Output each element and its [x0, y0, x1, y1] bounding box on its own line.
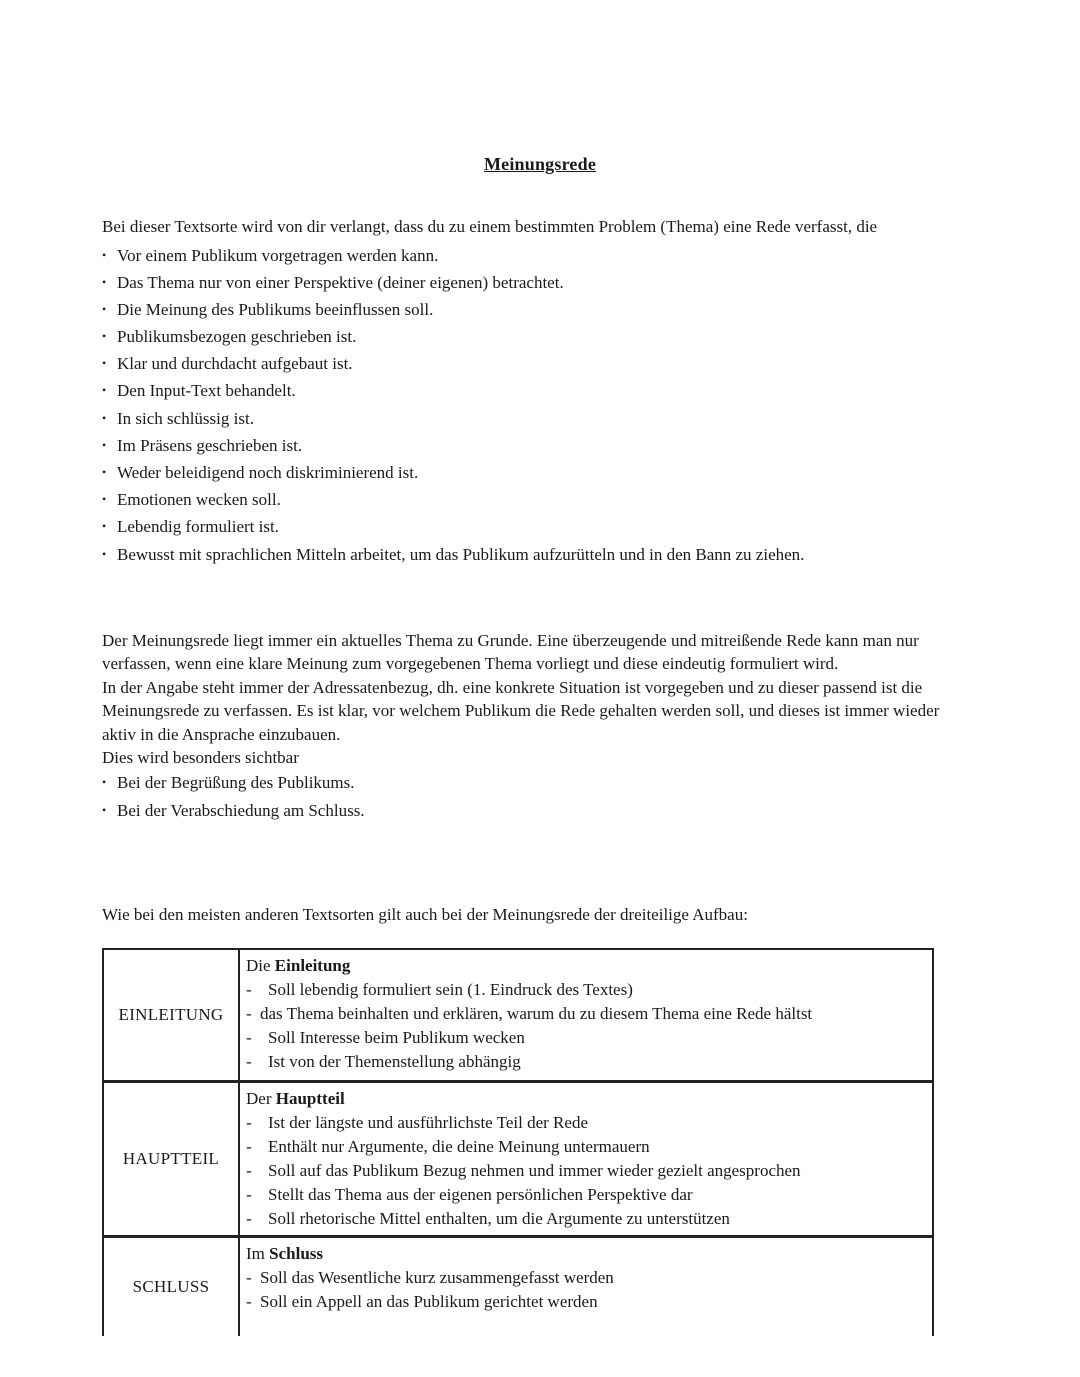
list-item: • Bei der Begrüßung des Publikums.	[102, 773, 355, 793]
list-item: - Soll ein Appell an das Publikum gerichtet werden	[246, 1291, 598, 1311]
intro-section	[102, 215, 942, 568]
list-item: • In sich schlüssig ist.	[102, 408, 254, 428]
row-content	[239, 1236, 933, 1336]
list-item: - Soll Interesse beim Publikum wecken	[246, 1028, 525, 1047]
list-item: - Stellt das Thema aus der eigenen persönlichen Perspektive dar	[246, 1184, 693, 1204]
list-item: • Im Präsens geschrieben ist.	[102, 435, 303, 455]
table-row	[103, 1236, 933, 1336]
list-item: • Weder beleidigend noch diskriminierend ist.	[102, 463, 419, 482]
row-heading: Im Schluss	[246, 1243, 324, 1263]
context-paragraph-2: In der Angabe steht immer der Adressatenbezug, dh. eine konkrete Situation ist vorgegeben und zu dieser passend ist die Meinungsrede zu verfassen. Es ist klar, vor welchem Publikum die Rede gehalten werden soll, und dieses ist immer wieder aktiv in die Ansprache einzubauen.	[102, 677, 940, 744]
row-label: HAUPTTEIL	[103, 1081, 239, 1236]
table-row	[103, 949, 933, 1081]
row-list	[246, 1111, 926, 1231]
list-item: • Den Input-Text behandelt.	[102, 381, 296, 401]
row-label: EINLEITUNG	[103, 949, 239, 1081]
list-item: • Publikumsbezogen geschrieben ist.	[102, 327, 357, 347]
row-heading: Der Hauptteil	[246, 1088, 345, 1108]
list-item: - Ist der längste und ausführlichste Teil der Rede	[246, 1112, 588, 1132]
row-label: SCHLUSS	[103, 1236, 239, 1336]
context-paragraph-1: Der Meinungsrede liegt immer ein aktuelles Thema zu Grunde. Eine überzeugende und mitreißende Rede kann man nur verfassen, wenn eine klare Meinung zum vorgegebenen Thema vorliegt und diese eindeutig formuliert wird.	[102, 631, 919, 674]
context-paragraph-3: Dies wird besonders sichtbar	[102, 748, 299, 768]
list-item: - Ist von der Themenstellung abhängig	[246, 1052, 521, 1071]
row-content	[239, 1081, 933, 1236]
list-item: • Bewusst mit sprachlichen Mitteln arbeitet, um das Publikum aufzurütteln und in den Bann zu ziehen.	[102, 544, 805, 564]
list-item: • Die Meinung des Publikums beeinflussen soll.	[102, 299, 434, 319]
list-item: • Klar und durchdacht aufgebaut ist.	[102, 354, 353, 374]
list-item: • Lebendig formuliert ist.	[102, 517, 279, 537]
intro-bullet-list	[102, 242, 942, 568]
list-item: - Soll das Wesentliche kurz zusammengefasst werden	[246, 1267, 614, 1287]
context-bullet-list	[102, 769, 962, 823]
structure-lead: Wie bei den meisten anderen Textsorten gilt auch bei der Meinungsrede der dreiteilige Aufbau:	[102, 905, 748, 924]
list-item: - Soll rhetorische Mittel enthalten, um die Argumente zu unterstützen	[246, 1208, 730, 1228]
list-item: • Bei der Verabschiedung am Schluss.	[102, 800, 365, 820]
table-row	[103, 1081, 933, 1236]
row-list	[246, 1266, 926, 1314]
list-item: • Emotionen wecken soll.	[102, 490, 281, 510]
intro-text: Bei dieser Textsorte wird von dir verlangt, dass du zu einem bestimmten Problem (Thema) eine Rede verfasst, die	[102, 217, 878, 236]
list-item: - Soll auf das Publikum Bezug nehmen und immer wieder gezielt angesprochen	[246, 1160, 801, 1180]
list-item: - Soll lebendig formuliert sein (1. Eindruck des Textes)	[246, 980, 633, 999]
row-heading: Die Einleitung	[246, 956, 351, 975]
list-item: • Das Thema nur von einer Perspektive (deiner eigenen) betrachtet.	[102, 272, 564, 292]
structure-table	[102, 948, 934, 1336]
list-item: • Vor einem Publikum vorgetragen werden kann.	[102, 245, 439, 265]
row-list	[246, 978, 926, 1074]
list-item: - das Thema beinhalten und erklären, warum du zu diesem Thema eine Rede hältst	[246, 1004, 813, 1023]
page-title: Meinungsrede	[483, 154, 597, 174]
list-item: - Enthält nur Argumente, die deine Meinung untermauern	[246, 1136, 650, 1156]
context-section	[102, 629, 962, 824]
row-content	[239, 949, 933, 1081]
